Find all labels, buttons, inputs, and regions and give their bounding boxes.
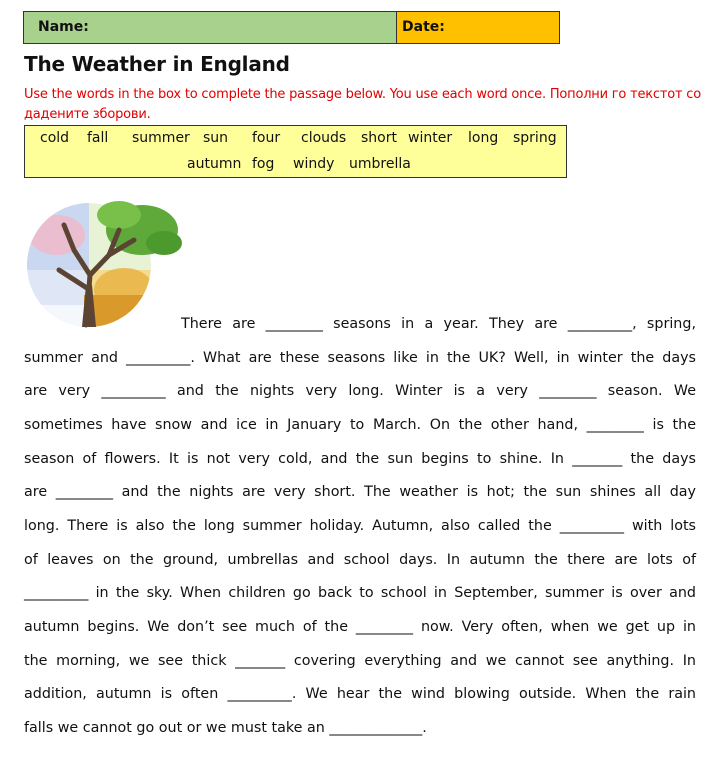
word-bank-item: fog [252,156,275,172]
word-bank-item: long [468,130,499,146]
word-bank-item: fall [87,130,109,146]
passage-line: of leaves on the ground, umbrellas and school days. In autumn the there are lots of [24,552,696,568]
passage-line: addition, autumn is often _________. We hear the wind blowing outside. When the rain [24,686,696,702]
passage-line: season of flowers. It is not very cold, and the sun begins to shine. In _______ the days [24,451,696,467]
name-field[interactable]: Name: [24,12,397,43]
passage-line: falls we cannot go out or we must take an _____________. [24,720,427,736]
passage-line: are very _________ and the nights very long. Winter is a very ________ season. We [24,383,696,399]
word-bank-item: winter [408,130,453,146]
word-bank-item: clouds [301,130,347,146]
passage-line: are ________ and the nights are very short. The weather is hot; the sun shines all day [24,484,696,500]
word-bank-item: spring [513,130,557,146]
passage-line: summer and _________. What are these seasons like in the UK? Well, in winter the days [24,350,696,366]
passage-line: autumn begins. We don’t see much of the ________ now. Very often, when we get up in [24,619,696,635]
word-bank-item: sun [203,130,229,146]
word-bank-item: windy [293,156,335,172]
passage-line: the morning, we see thick _______ covering everything and we cannot see anything. In [24,653,696,669]
word-bank-item: short [361,130,397,146]
word-bank-item: umbrella [349,156,411,172]
passage-line: There are ________ seasons in a year. They are _________, spring, [181,316,696,332]
word-bank-item: autumn [187,156,242,172]
passage-line: sometimes have snow and ice in January to March. On the other hand, ________ is the [24,417,696,433]
word-bank [24,125,567,178]
page-title: The Weather in England [24,52,290,76]
word-bank-item: summer [132,130,190,146]
passage-line: long. There is also the long summer holiday. Autumn, also called the _________ with lots [24,518,696,534]
passage-line: _________ in the sky. When children go back to school in September, summer is over and [24,585,696,601]
word-bank-item: four [252,130,281,146]
word-bank-item: cold [40,130,70,146]
seasons-tree-illustration [24,195,184,335]
date-field[interactable]: Date: [397,12,559,43]
instructions: Use the words in the box to complete the passage below. You use each word once. Пополни го текстот со дадените зборови. [24,87,702,122]
header-bar [23,11,560,44]
